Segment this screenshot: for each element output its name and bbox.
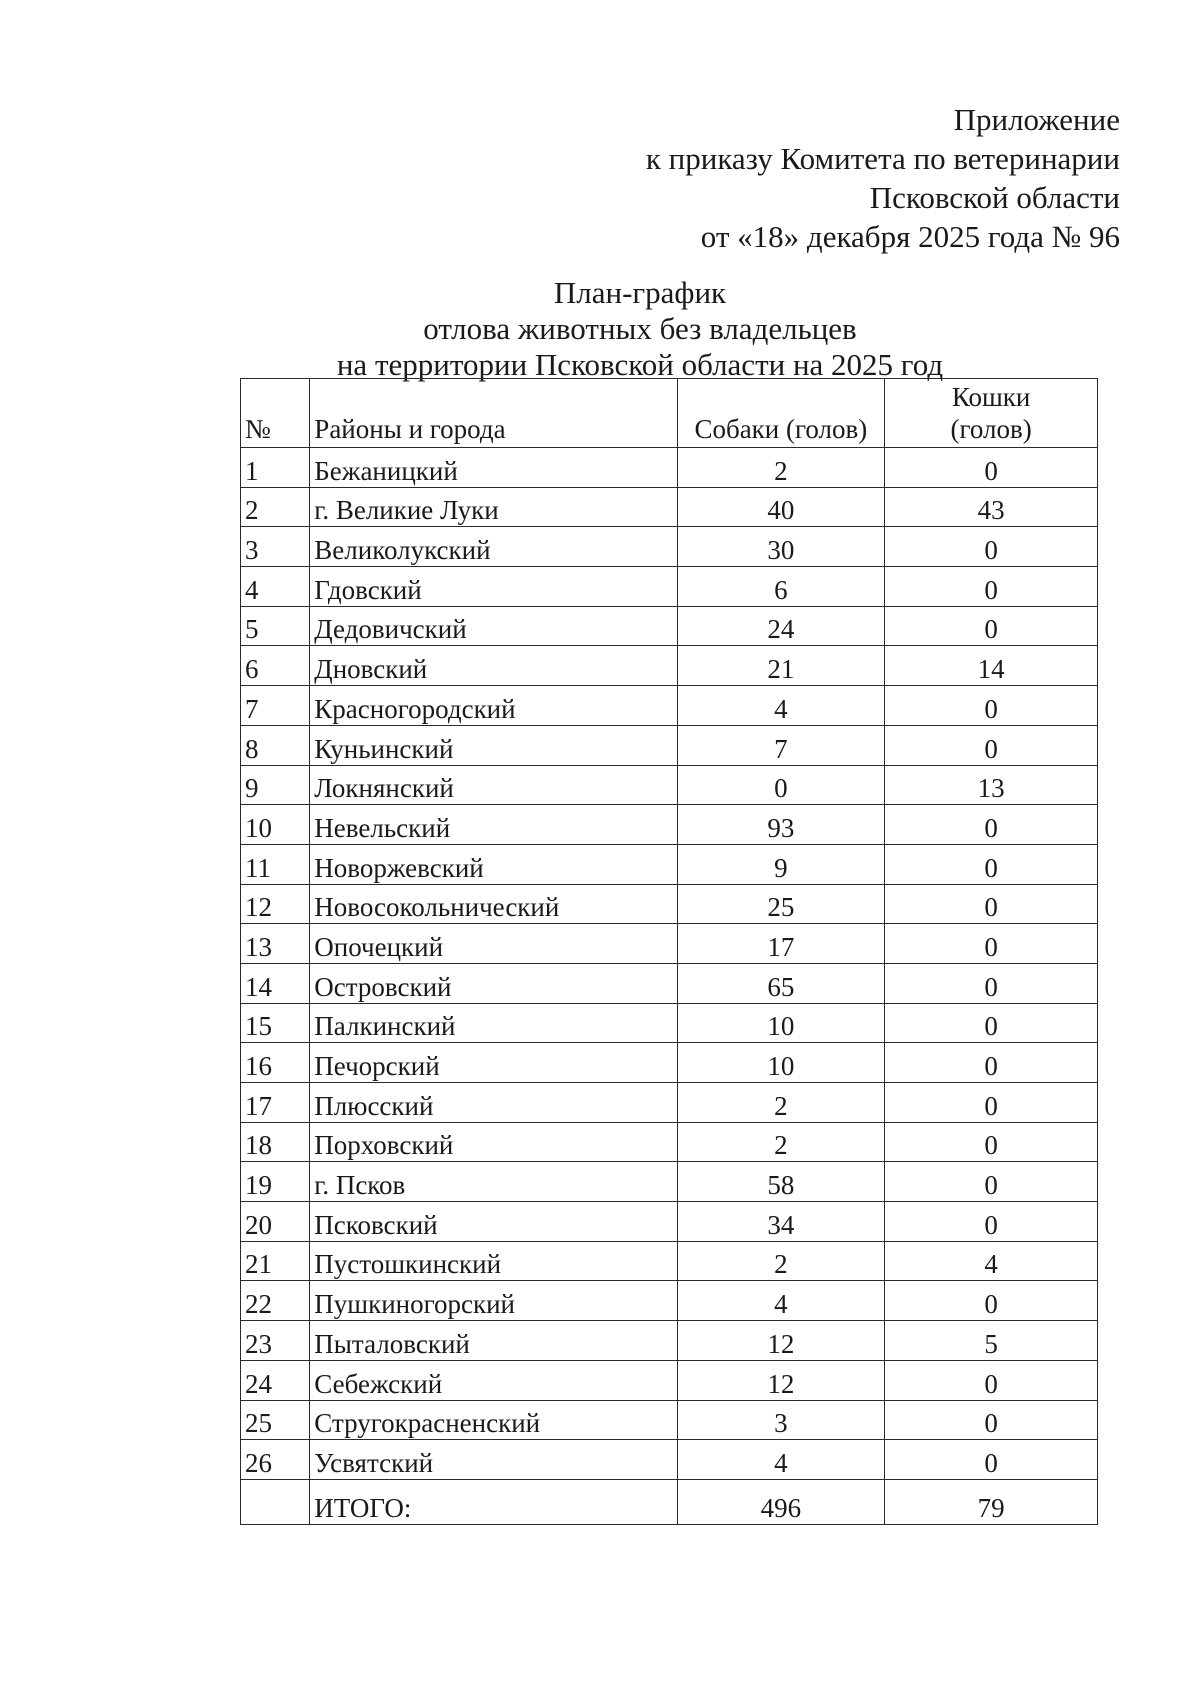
table-row	[241, 1043, 1098, 1083]
title-line-3: на территории Псковской области на 2025 год	[336, 347, 944, 382]
cell-cats: 0	[885, 606, 1098, 646]
table-row	[241, 1360, 1098, 1400]
cell-cats: 0	[885, 1003, 1098, 1043]
table-row	[241, 567, 1098, 607]
cell-name: Палкинский	[310, 1003, 677, 1043]
cell-name: Гдовский	[310, 567, 677, 607]
cell-name: Островский	[310, 963, 677, 1003]
cell-num: 14	[241, 963, 310, 1003]
cell-cats: 5	[885, 1321, 1098, 1361]
header-dogs: Собаки (голов)	[677, 379, 885, 448]
table-row	[241, 725, 1098, 765]
header-cats	[885, 379, 1098, 448]
table-row	[241, 1281, 1098, 1321]
cell-dogs: 2	[677, 448, 885, 488]
table-row	[241, 805, 1098, 845]
cell-name: Опочецкий	[310, 924, 677, 964]
cell-num: 23	[241, 1321, 310, 1361]
cell-name: Дедовичский	[310, 606, 677, 646]
cell-cats: 0	[885, 844, 1098, 884]
cell-dogs: 12	[677, 1360, 885, 1400]
cell-dogs: 2	[677, 1241, 885, 1281]
plan-table	[240, 378, 1098, 1525]
cell-cats: 0	[885, 1043, 1098, 1083]
cell-num: 17	[241, 1083, 310, 1123]
cell-name: Псковский	[310, 1202, 677, 1242]
cell-num: 7	[241, 686, 310, 726]
table-row	[241, 884, 1098, 924]
cell-name: Новосокольнический	[310, 884, 677, 924]
cell-cats: 0	[885, 963, 1098, 1003]
total-row	[241, 1479, 1098, 1524]
cell-num: 16	[241, 1043, 310, 1083]
cell-num: 20	[241, 1202, 310, 1242]
total-cats: 79	[885, 1479, 1098, 1524]
document-title	[300, 275, 980, 383]
cell-cats: 0	[885, 1360, 1098, 1400]
cell-name: Великолукский	[310, 527, 677, 567]
appendix-line-3: Псковской области	[869, 180, 1120, 215]
cell-dogs: 10	[677, 1003, 885, 1043]
cell-cats: 0	[885, 1162, 1098, 1202]
cell-dogs: 2	[677, 1122, 885, 1162]
cell-num: 25	[241, 1400, 310, 1440]
cell-name: Усвятский	[310, 1440, 677, 1480]
cell-num: 4	[241, 567, 310, 607]
table-row	[241, 1440, 1098, 1480]
cell-cats: 4	[885, 1241, 1098, 1281]
cell-dogs: 6	[677, 567, 885, 607]
table-row	[241, 924, 1098, 964]
cell-name: г. Великие Луки	[310, 487, 677, 527]
cell-dogs: 30	[677, 527, 885, 567]
cell-dogs: 9	[677, 844, 885, 884]
cell-num: 24	[241, 1360, 310, 1400]
cell-num: 15	[241, 1003, 310, 1043]
table-row	[241, 686, 1098, 726]
header-cats-line-2: (голов)	[950, 414, 1032, 444]
appendix-line-4: от «18» декабря 2025 года № 96	[700, 219, 1120, 254]
cell-cats: 0	[885, 1400, 1098, 1440]
cell-num: 5	[241, 606, 310, 646]
cell-cats: 0	[885, 805, 1098, 845]
cell-dogs: 24	[677, 606, 885, 646]
table-row	[241, 1122, 1098, 1162]
cell-dogs: 0	[677, 765, 885, 805]
cell-cats: 0	[885, 1202, 1098, 1242]
cell-dogs: 4	[677, 1440, 885, 1480]
cell-name: Новоржевский	[310, 844, 677, 884]
cell-dogs: 12	[677, 1321, 885, 1361]
cell-num: 1	[241, 448, 310, 488]
cell-name: Куньинский	[310, 725, 677, 765]
table-row	[241, 1162, 1098, 1202]
cell-dogs: 3	[677, 1400, 885, 1440]
header-name: Районы и города	[310, 379, 677, 448]
cell-num: 19	[241, 1162, 310, 1202]
cell-cats: 0	[885, 448, 1098, 488]
cell-cats: 0	[885, 1122, 1098, 1162]
cell-num: 6	[241, 646, 310, 686]
cell-num: 3	[241, 527, 310, 567]
cell-name: Печорский	[310, 1043, 677, 1083]
cell-cats: 0	[885, 567, 1098, 607]
cell-name: Дновский	[310, 646, 677, 686]
table-row	[241, 844, 1098, 884]
cell-cats: 0	[885, 1440, 1098, 1480]
cell-name: Стругокрасненский	[310, 1400, 677, 1440]
cell-name: г. Псков	[310, 1162, 677, 1202]
cell-cats: 43	[885, 487, 1098, 527]
total-dogs: 496	[677, 1479, 885, 1524]
table-row	[241, 1400, 1098, 1440]
table-row	[241, 765, 1098, 805]
cell-dogs: 17	[677, 924, 885, 964]
table-row	[241, 1202, 1098, 1242]
cell-cats: 0	[885, 924, 1098, 964]
cell-num: 18	[241, 1122, 310, 1162]
cell-num: 22	[241, 1281, 310, 1321]
cell-cats: 0	[885, 686, 1098, 726]
cell-name: Пыталовский	[310, 1321, 677, 1361]
appendix-line-2: к приказу Комитета по ветеринарии	[645, 141, 1120, 176]
cell-num: 2	[241, 487, 310, 527]
cell-num: 9	[241, 765, 310, 805]
cell-cats: 0	[885, 1281, 1098, 1321]
appendix-header	[646, 100, 1120, 256]
cell-cats: 0	[885, 1083, 1098, 1123]
cell-dogs: 93	[677, 805, 885, 845]
table-row	[241, 1083, 1098, 1123]
cell-name: Пустошкинский	[310, 1241, 677, 1281]
table-row	[241, 606, 1098, 646]
title-line-2: отлова животных без владельцев	[423, 311, 857, 346]
cell-dogs: 34	[677, 1202, 885, 1242]
table-row	[241, 1003, 1098, 1043]
cell-dogs: 21	[677, 646, 885, 686]
table-row	[241, 646, 1098, 686]
cell-num: 12	[241, 884, 310, 924]
cell-num: 8	[241, 725, 310, 765]
cell-dogs: 7	[677, 725, 885, 765]
cell-num: 26	[241, 1440, 310, 1480]
cell-name: Себежский	[310, 1360, 677, 1400]
total-name: ИТОГО:	[310, 1479, 677, 1524]
cell-name: Локнянский	[310, 765, 677, 805]
appendix-line-1: Приложение	[953, 102, 1120, 137]
cell-cats: 14	[885, 646, 1098, 686]
cell-cats: 0	[885, 527, 1098, 567]
header-cats-line-1: Кошки	[951, 382, 1031, 412]
table-body	[241, 448, 1098, 1525]
cell-dogs: 40	[677, 487, 885, 527]
title-line-1: План-график	[553, 275, 727, 310]
table-row	[241, 1321, 1098, 1361]
total-num	[241, 1479, 310, 1524]
table-header-row	[241, 379, 1098, 448]
cell-cats: 0	[885, 884, 1098, 924]
cell-name: Пушкиногорский	[310, 1281, 677, 1321]
cell-dogs: 10	[677, 1043, 885, 1083]
cell-num: 11	[241, 844, 310, 884]
cell-dogs: 2	[677, 1083, 885, 1123]
header-num: №	[241, 379, 310, 448]
cell-name: Невельский	[310, 805, 677, 845]
cell-name: Порховский	[310, 1122, 677, 1162]
cell-name: Бежаницкий	[310, 448, 677, 488]
table-row	[241, 963, 1098, 1003]
table-row	[241, 527, 1098, 567]
cell-name: Плюсский	[310, 1083, 677, 1123]
cell-dogs: 25	[677, 884, 885, 924]
cell-dogs: 65	[677, 963, 885, 1003]
cell-name: Красногородский	[310, 686, 677, 726]
cell-num: 13	[241, 924, 310, 964]
cell-dogs: 58	[677, 1162, 885, 1202]
cell-num: 21	[241, 1241, 310, 1281]
cell-num: 10	[241, 805, 310, 845]
table-row	[241, 487, 1098, 527]
cell-cats: 13	[885, 765, 1098, 805]
table-row	[241, 448, 1098, 488]
cell-cats: 0	[885, 725, 1098, 765]
table-row	[241, 1241, 1098, 1281]
cell-dogs: 4	[677, 686, 885, 726]
cell-dogs: 4	[677, 1281, 885, 1321]
